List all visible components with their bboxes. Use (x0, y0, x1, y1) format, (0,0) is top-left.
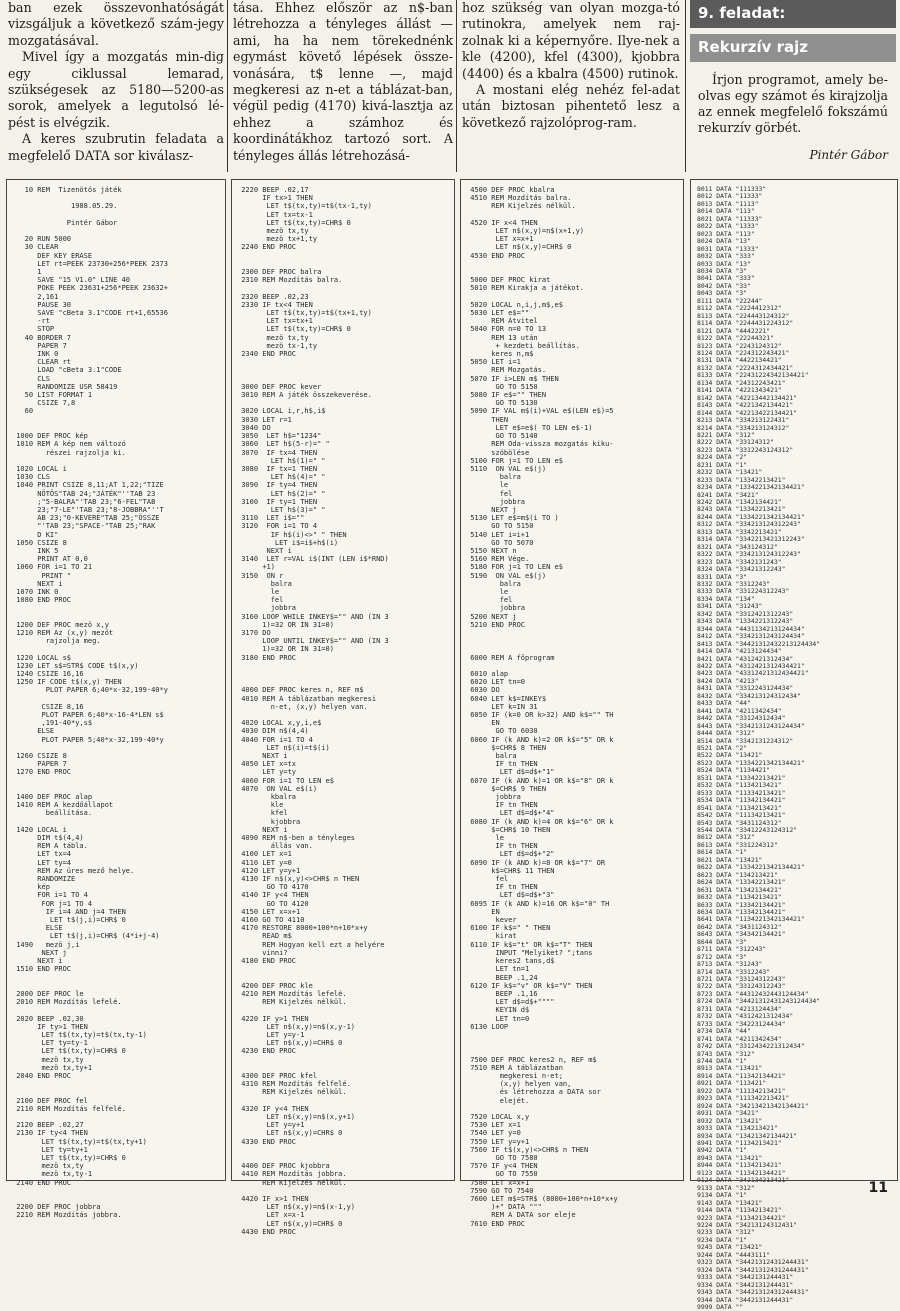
code-listing: 2220 BEEP .02,17 IF tx>1 THEN LET t$(tx,ty)=t$(tx-1,ty) LET tx=tx-1 LET t$(tx,ty)=CHR$ 0 mezö tx,ty mezö tx+1,ty 2240 END PROC 2300 DEF PROC balra 2310 REM Mozdítás balra. 2320 BEEP .02,23 2330 IF tx<4 THEN LET t$(tx,ty)=t$(tx+1,ty) LET tx=tx+1 LET t$(tx,ty)=CHR$ 0 mezö tx,ty mezö tx-1,ty 2340 END PROC 3000 DEF PROC kever 3010 REM A játék összekeverése. 3020 LOCAL i,r,h$,i$ 3030 LET r=1 3040 DO 3050 LET h$="1234" 3060 LET h$(5-r)=" " 3070 IF tx=4 THEN LET h$(1)=" " 3080 IF tx=1 THEN LET h$(4)=" " 3090 IF ty=4 THEN LET h$(2)=" " 3100 IF ty=1 THEN LET h$(3)=" " 3110 LET i$="" 3120 FOR i=1 TO 4 IF h$(i)<>" " THEN LET i$=i$+h$(i) NEXT i 3140 LET r=VAL i$(INT (LEN i$*RND) +1) 3150 ON r balra le fel jobbra 3160 LOOP WHILE INKEY$="" AND (IN 3 1)=32 OR IN 31=0) 3170 DO LOOP UNTIL INKEY$="" AND (IN 3 1)=32 OR IN 31=0) 3180 END PROC 4000 DEF PROC keres n, REF m$ 4010 REM A táblázatban megkeresi n-et, (x,y) helyen van. 4020 LOCAL x,y,i,e$ 4030 DIM n$(4,4) 4040 FOR i=1 TO 4 LET n$(i)=t$(i) NEXT i 4050 LET x=tx LET y=ty 4060 FOR i=1 TO LEN e$ 4070 ON VAL e$(i) kbalra kle kfel kjobbra NEXT i 4090 REM n$-ben a tényleges állás van. 4100 LET x=1 4110 LET y=0 4120 LET y=y+1 4130 IF n$(x,y)<>CHR$ n THEN GO TO 4170 4140 IF y<4 THEN GO TO 4120 4150 LET x=x+1 4160 GO TO 4110 4170 RESTORE 8000+100*n+10*x+y READ m$ REM Hogyan kell ezt a helyére vinni? 4180 END PROC 4200 DEF PROC kle 4210 REM Mozdítás lefelé. REM Kijelzés nélkül. 4220 IF y>1 THEN LET n$(x,y)=n$(x,y-1) LET y=y-1 LET n$(x,y)=CHR$ 0 4230 END PROC 4300 DEF PROC kfel 4310 REM Mozdítás felfelé. REM Kijelzés nélkül. 4320 IF y<4 THEN LET n$(x,y)=n$(x,y+1) LET y=y+1 LET n$(x,y)=CHR$ 0 4330 END PROC 4400 DEF PROC kjobbra 4410 REM Mozdítás jobbra. REM Kijelzés nélkül. 4420 IF x>1 THEN LET n$(x,y)=n$(x-1,y) LET x=x-1 LET n$(x,y)=CHR$ 0 4430 END PROC (241, 186, 389, 1236)
data-lines: 8011 DATA "111333" 8012 DATA "11333" 8013 DATA "1113" 8014 DATA "113" 8021 DATA "11333" 8022 DATA "1333" 8023 DATA "113" 8024 DATA "13" 8031 DATA "1333" 8032 DATA "333" 8033 DATA "13" 8034 DATA "3" 8041 DATA "333" 8042 DATA "33" 8043 DATA "3" 8111 DATA "22244" 8112 DATA "2224412312" 8113 DATA "224443124312" 8114 DATA "2244431224312" 8121 DATA "4442221" 8122 DATA "22244321" 8123 DATA "2243124312" 8124 DATA "224312243421" 8131 DATA "4422134421" 8132 DATA "2224312434421" 8133 DATA "22431224342134421" 8134 DATA "24312243421" 8141 DATA "4221343421" 8142 DATA "42213442134421" 8143 DATA "4221342134421" 8144 DATA "42213422134421" 8213 DATA "334213122431" 8214 DATA "334213124312" 8221 DATA "312" 8222 DATA "33124312" 8223 DATA "3312243124312" 8224 DATA "2" 8231 DATA "1" 8232 DATA "13421" 8233 DATA "13342213421" 8234 DATA "1334221342134421" 8241 DATA "3421" 8242 DATA "1342134421" 8243 DATA "13342213421" 8244 DATA "1334221342134421" 8312 DATA "334213124312243" 8313 DATA "3342213421" 8314 DATA "3342213421312243" 8321 DATA "343124312" 8322 DATA "334213124312243" 8323 DATA "3342131243" 8324 DATA "33421312243" 8331 DATA "3" 8332 DATA "3312243" 8333 DATA "331224312243" 8334 DATA "134" 8341 DATA "31243" 8342 DATA "3312421312243" 8343 DATA "1334221312243" 8344 DATA "4431134213124434" 8412 DATA "3342131243124434" 8413 DATA "34421312432213124434" 8414 DATA "4213124434" 8421 DATA "4312421312434" 8422 DATA "4312421312434421" 8423 DATA "43312421312434421" 8424 DATA "4213" 8431 DATA "3312243124434" 8432 DATA "334213124312434" 8433 DATA "44" 8441 DATA "4211342434" 8442 DATA "33124312434" 8443 DATA "3342131243124434" 8444 DATA "312" 8514 DATA "3342131224312" 8521 DATA "2" 8522 DATA "13421" 8523 DATA "1334221342134421" 8524 DATA "1134421" 8531 DATA "13342213421" 8532 DATA "1134213421" 8533 DATA "11334213421" 8534 DATA "11342134421" 8541 DATA "1134213421" 8542 DATA "11134213421" 8543 DATA "3431124312" 8544 DATA "33412243124312" 8612 DATA "312" 8613 DATA "331224312" 8614 DATA "1" 8621 DATA "13421" 8622 DATA "1334221342134421" 8623 DATA "134213421" 8624 DATA "13342213421" 8631 DATA "1342134421" 8632 DATA "1134213421" 8633 DATA "13342134421" 8634 DATA "13342134421" 8641 DATA "1134221342134421" 8642 DATA "3431124312" 8643 DATA "34342134421" 8644 DATA "3" 8711 DATA "312243" 8712 DATA "3" 8713 DATA "31243" 8714 DATA "3312243" 8721 DATA "33124312243" 8722 DATA "33124312243" 8723 DATA "44312432443124434" 8724 DATA "34421312431243124434" 8731 DATA "4213124434" 8732 DATA "4312421312434" 8733 DATA "34223124434" 8734 DATA "44" 8741 DATA "4211342434" 8742 DATA "3312434221312434" 8743 DATA "312" 8744 DATA "1" 8913 DATA "13421" 8914 DATA "11342134421" 8921 DATA "113421" 8922 DATA "11134213421" 8923 DATA "111342213421" 8924 DATA "34213421342134421" 8931 DATA "3421" 8932 DATA "13421" 8933 DATA "134213421" 8934 DATA "13421342134421" 8941 DATA "1134213421" 8942 DATA "1" 8943 DATA "13421" 8944 DATA "1134213421" 9123 DATA "11342134421" 9124 DATA "342134213421" 9133 DATA "312" 9134 DATA "1" 9143 DATA "13421" 9144 DATA "1134213421" 9223 DATA "11342134421" 9224 DATA "34213124312431" 9233 DATA "312" 9234 DATA "1" 9243 DATA "13421" 9244 DATA "4443111" 9323 DATA "34421312431244431" 9324 DATA "34421312431244431" 9333 DATA "3442131244431" 9334 DATA "3442131244431" 9343 DATA "34421312431244431" 9344 DATA "3442131244431" 9999 DATA "" (697, 185, 821, 1311)
article-column-2 (233, 0, 453, 164)
column-divider (685, 0, 686, 172)
paragraph: tása. Ehhez először az n$-ban létrehozza a tényleges állást — ami, ha ha nem törekednénk egymást követő lépések össze-vonására, t$ lenne —, majd megkeresi az n-et a táblázat-ban, végül pedig (4170) kivá-lasztja az ehhez a számhoz és koordinátákhoz tartozó sort. A tényleges állás létrehozásá- (233, 0, 453, 163)
paragraph: A mostani elég nehéz fel-adat után biztosan pihentető lesz a következő rajzolóprog-ram. (462, 82, 680, 130)
column-divider (456, 0, 457, 172)
task-text: Írjon programot, amely be-olvas egy számot és kirajzolja az ennek megfelelő fokszámú rekurzív görbét. (698, 72, 888, 135)
program-listing-1 (6, 179, 226, 1220)
paragraph: A keres szubrutin feladata a megfelelő DATA sor kiválasz- (8, 131, 224, 163)
article-column-3 (462, 0, 680, 131)
article-column-1 (8, 0, 224, 164)
column-divider (227, 0, 228, 172)
program-listing-3 (460, 179, 684, 1228)
task-author: Pintér Gábor (809, 148, 888, 162)
program-listing-2 (231, 179, 455, 1236)
code-listing: 10 REM Tizenötös játék 1988.05.29. Pintér Gábor 20 RUN 5000 30 CLEAR DEF KEY ERASE LET rt=PEEK 23730+256*PEEK 2373 1 SAVE "15 V1.0" LINE 40 POKE PEEK 23631+256*PEEK 23632+ 2,161 PAUSE 30 SAVE "cBeta 3.1"CODE rt+1,65536 -rt STOP 40 BORDER 7 PAPER 7 INK 0 CLEAR rt LOAD "cBeta 3.1"CODE CLS RANDOMIZE USR 58419 50 LIST FORMAT 1 CSIZE 7,8 60 1000 DEF PROC kép 1010 REM A kép nem változó részei rajzolja ki. 1020 LOCAL i 1030 CLS 1040 PRINT CSIZE 8,11;AT 1,22;"TIZE NÖTÖS"TAB 24;"JÁTÉK"''TAB 23 ;"5-BALRA"'TAB 23;"6-FEL"TAB 23;"7-LE"'TAB 23;"8-JOBBRA"''T AB 23;"0-KEVERÉ"TAB 25;"ÖSSZE "'TAB 23;"SPACE-"TAB 25;"RAK D KI" 1050 CSIZE 8 INK 5 PRINT AT 0,0 1060 FOR i=1 TO 21 PRINT " NEXT i 1070 INK 0 1080 END PROC 1200 DEF PROC mezö x,y 1210 REM Az (x,y) mezöt rajzolja meg. 1220 LOCAL s$ 1230 LET s$=STR$ CODE t$(x,y) 1240 CSIZE 16,16 1250 IF CODE t$(x,y) THEN PLOT PAPER 6;40*x-32,199-40*y CSIZE 8,16 PLOT PAPER 6;40*x-16-4*LEN s$ ,191-40*y,s$ ELSE PLOT PAPER 5;40*x-32,199-40*y 1260 CSIZE 8 PAPER 7 1270 END PROC 1400 DEF PROC alap 1410 REM A kezdőállapot beállítása. 1420 LOCAL i DIM t$(4,4) REM A tábla. LET tx=4 LET ty=4 REM Az üres mező helye. RANDOMIZE kép FOR i=1 TO 4 FOR j=1 TO 4 IF i=4 AND j=4 THEN LET t$(j,i)=CHR$ 0 ELSE LET t$(j,i)=CHR$ (4*i+j-4) 1490 mezö j,i NEXT j NEXT i 1510 END PROC 2000 DEF PROC le 2010 REM Mozdítás lefelé. 2020 BEEP .02,30 IF ty>1 THEN LET t$(tx,ty)=t$(tx,ty-1) LET ty=ty-1 LET t$(tx,ty)=CHR$ 0 mezö tx,ty mezö tx,ty+1 2040 END PROC 2100 DEF PROC fel 2110 REM Mozdítás felfelé. 2120 BEEP .02,27 2130 IF ty<4 THEN LET t$(tx,ty)=t$(tx,ty+1) LET ty=ty+1 LET t$(tx,ty)=CHR$ 0 mezö tx,ty mezö tx,ty-1 2140 END PROC 2200 DEF PROC jobbra 2210 REM Mozdítás jobbra. (16, 186, 168, 1220)
code-listing: 4500 DEF PROC kbalra 4510 REM Mozdítás balra. REM Kijelzés nélkül. 4520 IF x<4 THEN LET n$(x,y)=n$(x+1,y) LET x=x+1 LET n$(x,y)=CHR$ 0 4530 END PROC 5000 DEF PROC kirat 5010 REM Kirakja a játékot. 5020 LOCAL n,i,j,m$,e$ 5030 LET e$="" REM Átvitel 5040 FOR n=0 TO 13 REM 13 után + kezdeti beállítás. keres n,m$ 5050 LET i=1 REM Mozgatás. 5070 IF i>LEN m$ THEN GO TO 5150 5080 IF e$="" THEN GO TO 5130 5090 IF VAL m$(i)+VAL e$(LEN e$)=5 THEN LET e$=e$( TO LEN e$-1) GO TO 5140 REM Oda-vissza mozgatás kiku- szöbölése 5100 FOR j=1 TO LEN e$ 5110 ON VAL e$(j) balra le fel jobbra NEXT j 5130 LET e$=m$(i TO ) GO TO 5150 5140 LET i=i+1 GO TO 5070 5150 NEXT n 5160 REM Vége. 5180 FOR j=1 TO LEN e$ 5190 ON VAL e$(j) balra le fel jobbra 5200 NEXT j 5210 END PROC 6000 REM A főprogram 6010 alap 6020 LET tn=0 6030 DO 6040 LET k$=INKEY$ LET k=IN 31 6050 IF (k=0 OR k>32) AND k$="" TH EN GO TO 6030 6060 IF (k AND k)=2 OR k$="5" OR k $=CHR$ 8 THEN balra IF tn THEN LET d$=d$+"1" 6070 IF (k AND k)=1 OR k$="8" OR k $=CHR$ 9 THEN jobbra IF tn THEN LET d$=d$+"4" 6080 IF (k AND k)=4 OR k$="6" OR k $=CHR$ 10 THEN le IF tn THEN LET d$=d$+"2" 6090 IF (k AND k)=8 OR k$="7" OR k$=CHR$ 11 THEN fel IF tn THEN LET d$=d$+"3" 6095 IF (k AND k)=16 OR k$="0" TH EN kever 6100 IF k$=" " THEN kirat 6110 IF k$="t" OR k$="T" THEN INPUT "Melyiket? ";tans keres2 tans,d$ LET tn=1 BEEP .1,24 6120 IF k$="v" OR k$="V" THEN BEEP .1,16 LET d$=d$+"""" KEYIN d$ LET tn=0 6130 LOOP 7500 DEF PROC keres2 n, REF m$ 7510 REM A táblázatban megkeresi n-et; (x,y) helyen van, és létrehozza a DATA sor elejét. 7520 LOCAL x,y 7530 LET x=1 7540 LET y=0 7550 LET y=y+1 7560 IF t$(x,y)<>CHR$ n THEN GO TO 7580 7570 IF y<4 THEN GO TO 7550 7580 LET x=x+1 7590 GO TO 7540 7600 LET m$=STR$ (8000+100*n+10*x+y )+" DATA """ REM A DATA sor eleje 7610 END PROC (470, 186, 618, 1228)
paragraph: ban ezek összevonhatóságát vizsgáljuk a következő szám-jegy mozgatásával. (8, 0, 224, 48)
paragraph: hoz szükség van olyan mozga-tó rutinokra, amelyek nem raj-zolnak ki a képernyőre. Ilye-nek a kle (4200), kfel (4300), kjobbra (4400) és a kbalra (4500) rutinok. (462, 0, 680, 81)
page-number: 11 (868, 1180, 888, 1196)
paragraph: Mivel így a mozgatás min-dig egy ciklussal lemarad, szükségesek az 5180—5200-as sorok, amelyek a legutolsó lé-pést is elvégzik. (8, 49, 224, 130)
task-title: Rekurzív rajz (690, 34, 896, 62)
task-sidebar (690, 0, 896, 172)
data-listing (690, 179, 898, 1311)
task-heading: 9. feladat: (690, 0, 896, 28)
